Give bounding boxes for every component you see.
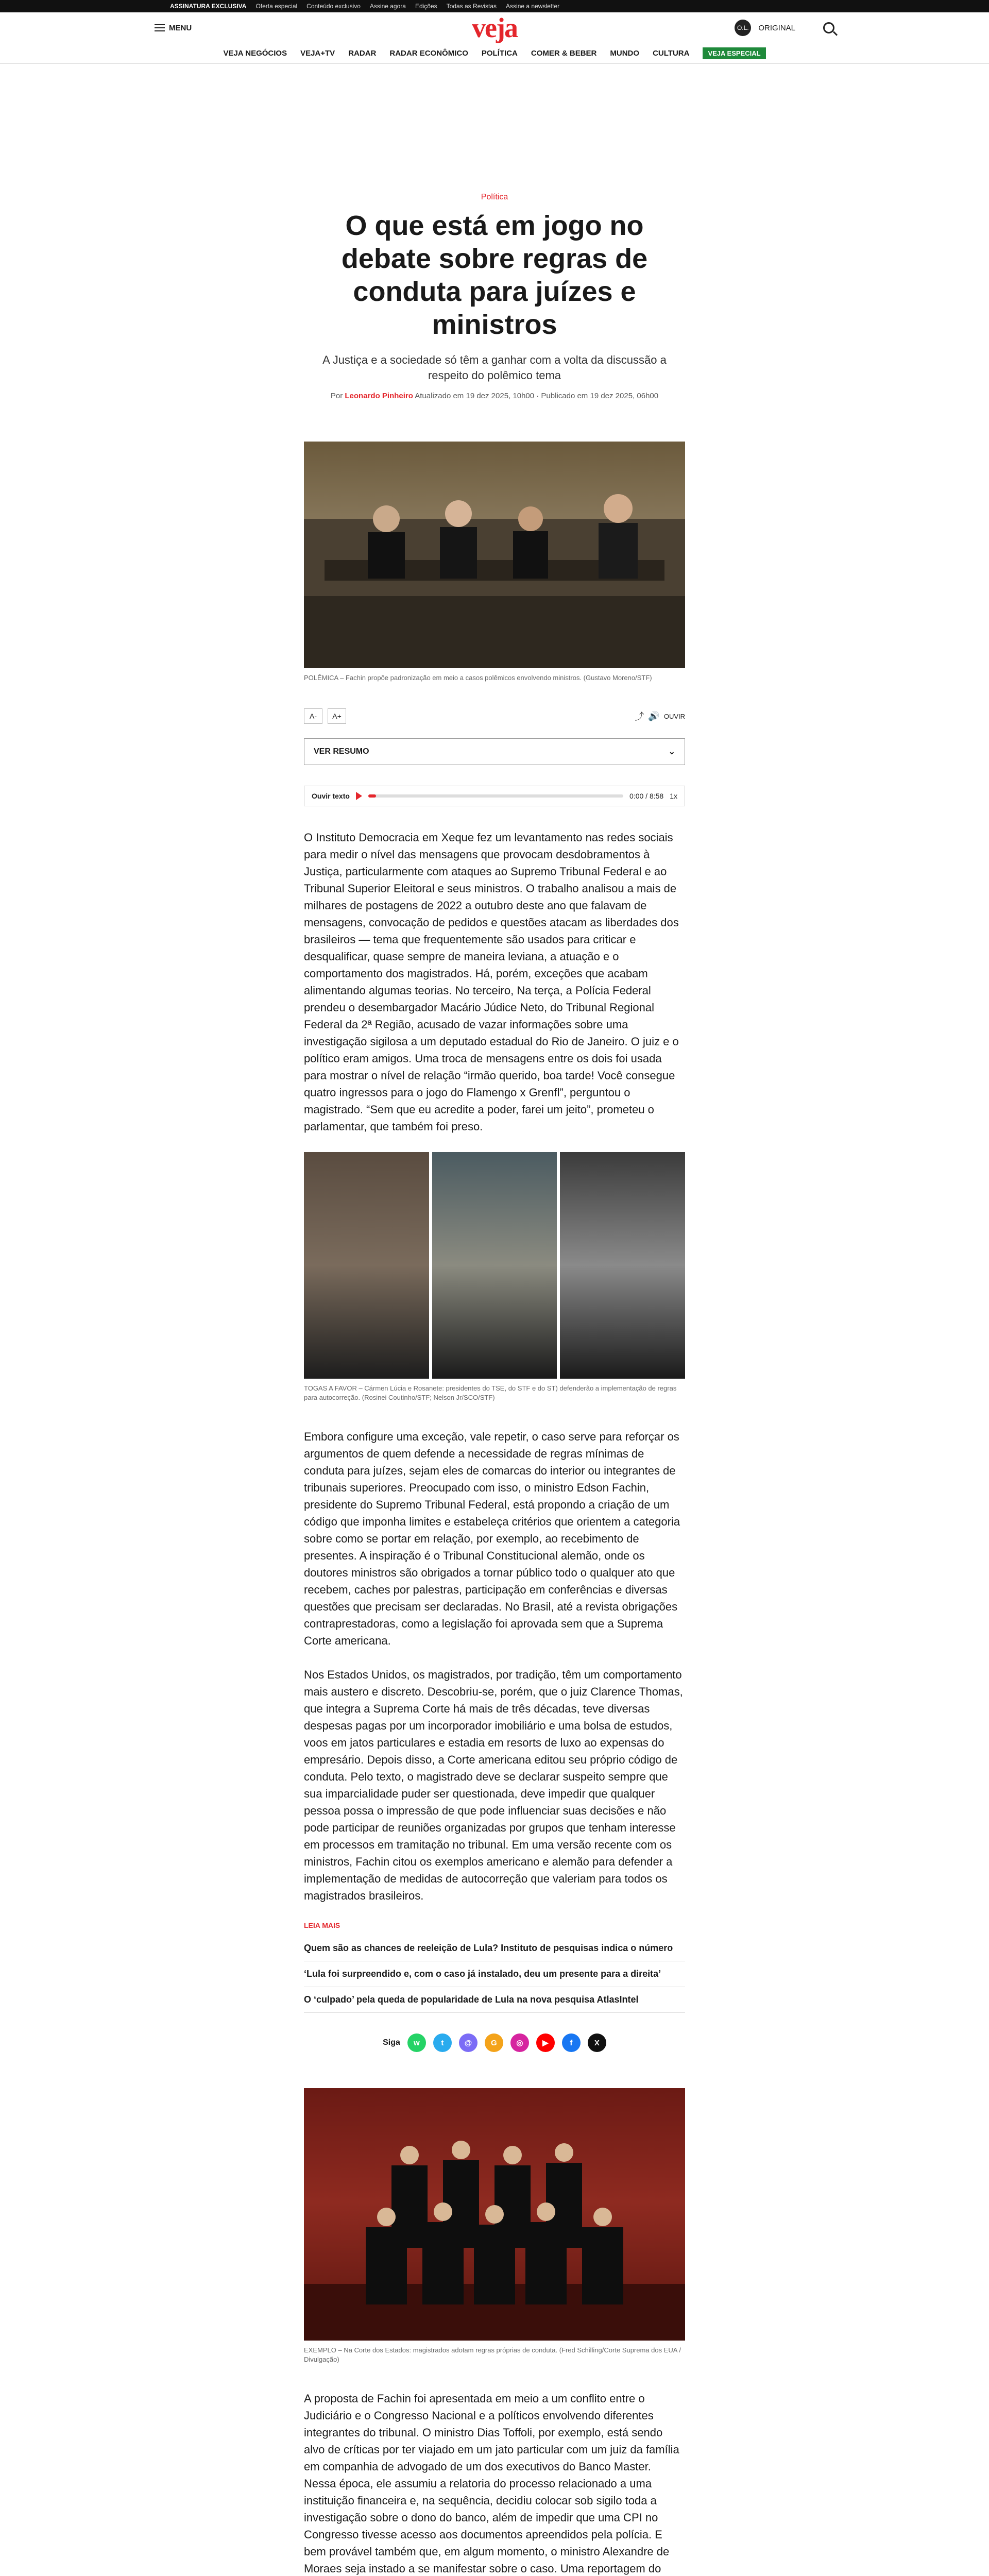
byline-dates: Atualizado em 19 dez 2025, 10h00 · Publicado em 19 dez 2025, 06h00 — [415, 392, 659, 400]
read-more-link[interactable]: Quem são as chances de reeleição de Lula? Instituto de pesquisas indica o número — [304, 1936, 685, 1961]
article-title: O que está em jogo no debate sobre regras de conduta para juízes e ministros — [341, 210, 648, 340]
court-session-image — [304, 442, 685, 668]
chevron-down-icon: ⌄ — [668, 748, 675, 756]
font-decrease-button[interactable]: A- — [304, 708, 322, 724]
nav-item[interactable]: RADAR — [348, 49, 377, 58]
top-bar — [0, 0, 989, 12]
read-more — [304, 1921, 685, 2013]
article-paragraph: Embora configure uma exceção, vale repetir, o caso serve para reforçar os argumentos de quem defende a necessidade de regras mínimas de conduta para juízes, sejam eles de comarcas do interior ou integrantes de tribunais superiores. Preocupado com isso, o ministro Edson Fachin, presidente do Supremo Tribunal Federal, está propondo a criação de um código que imponha limites e estabeleça critérios que orientem a categoria sobre como se portar em relação, por exemplo, ao recebimento de presentes. A inspiração é o Tribunal Constitucional alemão, onde os doutores ministros são obrigados a tornar público todo o qualquer ato que recebem, caches por palestras, participação em conferências e diversas questões que precisam ser declaradas. No Brasil, até a revista obrigações contraprestadoras, como a legislação foi aprovada sem que a Suprema Corte americana. — [304, 1430, 680, 1647]
nav-item[interactable]: CULTURA — [653, 49, 690, 58]
avatar[interactable]: O.L. — [735, 20, 751, 36]
player-time: 0:00 / 8:58 — [629, 792, 664, 800]
nav-item[interactable]: COMER & BEBER — [531, 49, 597, 58]
topbar-link[interactable]: Conteúdo exclusivo — [306, 3, 361, 10]
read-more-link[interactable]: ‘Lula foi surpreendido e, com o caso já instalado, deu um presente para a direita’ — [304, 1961, 685, 1987]
site-header — [0, 12, 989, 64]
nav-item[interactable]: POLÍTICA — [481, 49, 518, 58]
youtube-icon[interactable]: ▶ — [536, 2033, 555, 2052]
topbar-subscribe[interactable]: ASSINATURA EXCLUSIVA — [170, 3, 247, 10]
player-label: Ouvir texto — [312, 792, 350, 800]
telegram-icon[interactable]: t — [433, 2033, 452, 2052]
topbar-link[interactable]: Todas as Revistas — [446, 3, 497, 10]
search-icon[interactable] — [823, 22, 834, 33]
nav-item[interactable]: VEJA+TV — [300, 49, 335, 58]
article-subtitle: A Justiça e a sociedade só têm a ganhar com a volta da discussão a respeito do polêmico tema — [322, 353, 667, 382]
social-share — [304, 2033, 685, 2052]
nav-item[interactable]: VEJA NEGÓCIOS — [223, 49, 287, 58]
topbar-link[interactable]: Edições — [415, 3, 437, 10]
photo-caption: POLÊMICA – Fachin propõe padronização em meio a casos polêmicos envolvendo ministros. (Gustavo Moreno/STF) — [304, 674, 652, 682]
menu-label: MENU — [169, 23, 192, 32]
author-link[interactable]: Leonardo Pinheiro — [345, 392, 413, 400]
supreme-court-image — [304, 2088, 685, 2341]
byline-prefix: Por — [330, 392, 343, 400]
main-nav — [0, 47, 989, 59]
byline — [304, 392, 685, 400]
topbar-link[interactable]: Assine agora — [369, 3, 406, 10]
play-icon[interactable] — [356, 792, 362, 800]
whatsapp-icon[interactable]: w — [407, 2033, 426, 2052]
article-photo — [304, 442, 685, 668]
user-label[interactable]: ORIGINAL — [758, 23, 795, 32]
ad-space — [0, 64, 989, 193]
article-paragraph: O Instituto Democracia em Xeque fez um levantamento nas redes sociais para medir o nível das mensagens que provocam desdobramentos à Justiça, particularmente com ataques ao Supremo Tribunal Federal e ao Tribunal Superior Eleitoral e seus ministros. O trabalho analisou a mais de milhares de postagens de 2022 a outubro deste ano que falavam de mensagens, convocação de pedidos e questões atacam as liberdades dos brasileiros — tema que frequentemente são usados para criticar e desqualificar, quase sempre de maneira leviana, a atuação e o comportamento dos magistrados. Há, porém, exceções que acabam alimentando algumas teorias. No terceiro, Na terça, a Polícia Federal prendeu o desembargador Macário Júdice Neto, do Tribunal Regional Federal da 2ª Região, acusado de vazar informações sobre uma investigação sigilosa a um deputado estadual do Rio de Janeiro. O juiz e o político eram amigos. Uma troca de mensagens entre os dois foi usada para mostrar o nível de relação “irmão querido, boa tarde! Você consegue quatro ingressos para o jogo do Flamengo x Grenfl”, perguntou o magistrado. “Sem que eu acredite a poder, farei um jeito”, prometeu o parlamentar, que também foi preso. — [304, 831, 679, 1133]
nav-item[interactable]: RADAR ECONÔMICO — [389, 49, 468, 58]
article-photo — [304, 1152, 685, 1379]
topbar-link[interactable]: Oferta especial — [255, 3, 298, 10]
facebook-icon[interactable]: f — [562, 2033, 581, 2052]
font-increase-button[interactable]: A+ — [328, 708, 346, 724]
summary-toggle[interactable] — [304, 738, 685, 765]
listen-icon[interactable]: 🔊 — [648, 710, 660, 721]
menu-button[interactable] — [155, 24, 192, 32]
photo-caption: TOGAS A FAVOR – Cármen Lúcia e Rosanete: presidentes do TSE, do STF e do ST) defenderão a implementação de regras para autocorreção. (Rosinei Coutinho/STF; Nelson Jr/SCO/STF) — [304, 1384, 677, 1401]
site-logo[interactable]: veja — [472, 12, 517, 43]
google-news-icon[interactable]: G — [485, 2033, 503, 2052]
article-photo — [304, 2088, 685, 2341]
threads-icon[interactable]: @ — [459, 2033, 478, 2052]
article-kicker[interactable]: Política — [481, 193, 508, 201]
audio-player — [304, 786, 685, 806]
article-tools — [304, 708, 685, 724]
summary-label: VER RESUMO — [314, 747, 369, 756]
share-icon[interactable]: ⤴ — [635, 711, 644, 722]
nav-item[interactable]: MUNDO — [610, 49, 640, 58]
audio-progress[interactable] — [368, 794, 623, 798]
topbar-link[interactable]: Assine a newsletter — [506, 3, 560, 10]
x-icon[interactable]: X — [588, 2033, 606, 2052]
player-speed[interactable]: 1x — [670, 792, 677, 800]
hamburger-icon — [155, 24, 165, 31]
photo-caption: EXEMPLO – Na Corte dos Estados: magistrados adotam regras próprias de conduta. (Fred Schilling/Corte Suprema dos EUA / Divulgação) — [304, 2346, 681, 2363]
article-paragraph: A proposta de Fachin foi apresentada em meio a um conflito entre o Judiciário e o Congresso Nacional e a políticos envolvendo diferentes integrantes do tribunal. O ministro Dias Toffoli, por exemplo, está sendo alvo de críticas por ter viajado em um jato particular com um juiz da família em companhia de advogado de um dos executivos do Banco Master. Nessa época, ele assumiu a relatoria do processo relacionado a uma instituição financeira e, na sequência, decidiu colocar sob sigilo toda a investigação sobre o dono do banco, além de impedir que uma CPI no Congresso tivesse acesso aos documentos apreendidos pela polícia. E bem provável também que, em algum momento, o ministro Alexandre de Moraes seja instado a se manifestar sobre o caso. Uma reportagem do — [304, 2392, 679, 2575]
instagram-icon[interactable]: ◎ — [510, 2033, 529, 2052]
read-more-label: LEIA MAIS — [304, 1921, 340, 1929]
read-more-link[interactable]: O ‘culpado’ pela queda de popularidade de Lula na nova pesquisa AtlasIntel — [304, 1987, 685, 2013]
listen-label[interactable]: OUVIR — [663, 712, 685, 720]
nav-item-special[interactable]: VEJA ESPECIAL — [703, 47, 765, 59]
article-paragraph: Nos Estados Unidos, os magistrados, por tradição, têm um comportamento mais austero e discreto. Descobriu-se, porém, que o juiz Clarence Thomas, que integra a Suprema Corte há mais de três décadas, teve diversas despesas pagas por um incorporador imobiliário e uma bolsa de estudos, voos em jatos particulares e estadia em resorts de luxo ao expensas do empresário. Depois disso, a Corte americana editou seu próprio código de conduta. Pelo texto, o magistrado deve se declarar suspeito sempre que sua imparcialidade puder ser questionada, deve impedir que qualquer pessoa possa o impressão de que pode influenciar suas decisões e não pode participar de reuniões organizadas por grupos que tenham interesse em processos em tramitação no tribunal. Em uma versão recente com os ministros, Fachin citou os exemplos americano e alemão para defender a implementação de medidas de autocorreção que valeriam para todos os magistrados brasileiros. — [304, 1668, 683, 1902]
share-label: Siga — [383, 2038, 400, 2047]
article — [304, 193, 685, 2576]
